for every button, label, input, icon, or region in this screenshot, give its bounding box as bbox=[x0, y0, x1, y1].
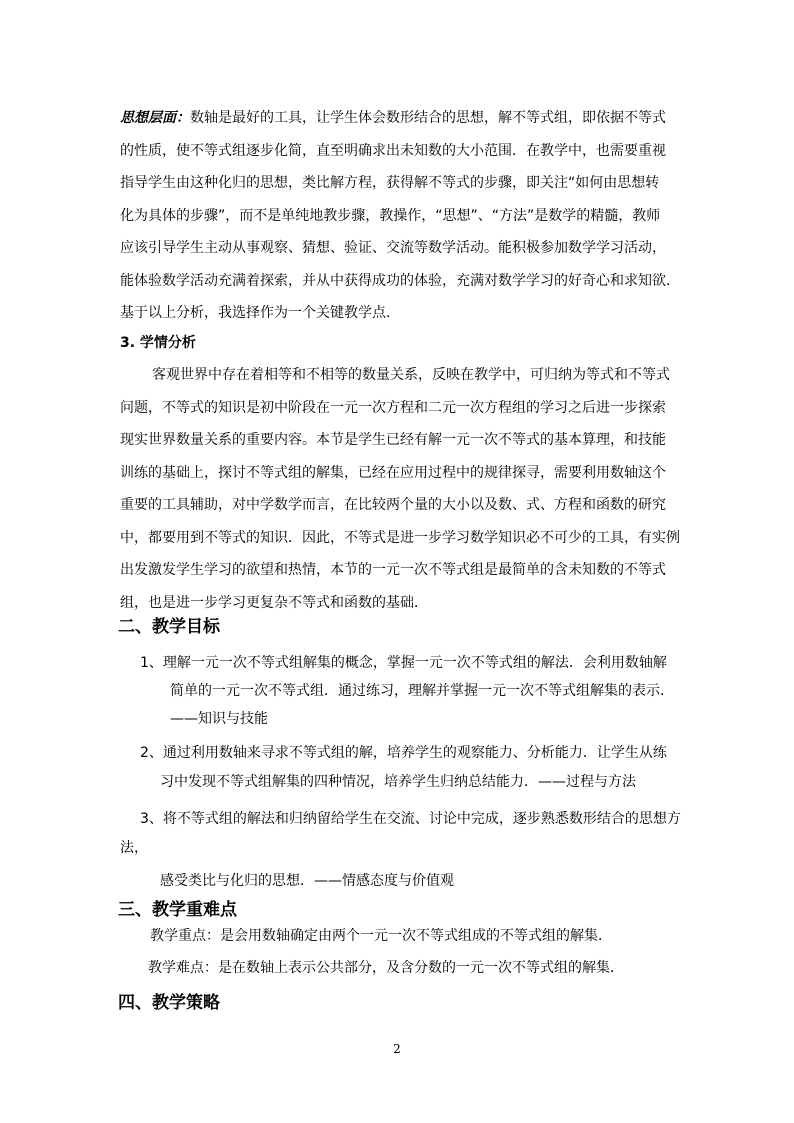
paragraph-line: 训练的基础上，探讨不等式组的解集，已经在应用过程中的规律探寻，需要利用数轴这个 bbox=[120, 464, 666, 481]
goal-item-2-line-2: 习中发现不等式组解集的四种情况，培养学生归纳总结能力．——过程与方法 bbox=[160, 774, 636, 790]
paragraph-line: 出发激发学生学习的欲望和热情，本节的一元一次不等式组是最简单的含未知数的不等式 bbox=[120, 562, 666, 578]
section-heading-learner-analysis: 3. 学情分析 bbox=[120, 335, 196, 351]
paragraph-line: 指导学生由这种化归的思想，类比解方程，获得解不等式的步骤，即关注“如何由思想转 bbox=[120, 175, 660, 191]
paragraph-line: 的性质，使不等式组逐步化简，直至明确求出未知数的大小范围．在教学中，也需要重视 bbox=[120, 142, 666, 159]
goal-item-3-line-3: 感受类比与化归的思想．——情感态度与价值观 bbox=[160, 873, 454, 889]
paragraph-line: 重要的工具辅助，对中学数学而言，在比较两个量的大小以及数、式、方程和函数的研究 bbox=[120, 497, 666, 513]
paragraph-line: 基于以上分析，我选择作为一个关键教学点． bbox=[120, 305, 400, 321]
difficult-point-text: 教学难点：是在数轴上表示公共部分，及含分数的一元一次不等式组的解集． bbox=[148, 960, 624, 976]
paragraph-line: 问题，不等式的知识是初中阶段在一元一次方程和二元一次方程组的学习之后进一步探索 bbox=[120, 399, 666, 416]
paragraph-line: 客观世界中存在着相等和不相等的数量关系，反映在教学中，可归纳为等式和不等式 bbox=[152, 367, 670, 383]
goal-item-1-line-1: 1、理解一元一次不等式组解集的概念，掌握一元一次不等式组的解法．会利用数轴解 bbox=[140, 655, 667, 671]
goal-item-1-line-3: ——知识与技能 bbox=[170, 711, 268, 727]
section-heading-strategy: 四、教学策略 bbox=[118, 993, 220, 1013]
paragraph-line: 现实世界数量关系的重要内容。本节是学生已经有解一元一次不等式的基本算理，和技能 bbox=[120, 432, 666, 448]
goal-item-1-line-2: 简单的一元一次不等式组．通过练习，理解并掌握一元一次不等式组解集的表示． bbox=[170, 683, 674, 699]
thought-paragraph bbox=[120, 102, 680, 330]
goal-item-3-line-1: 3、将不等式组的解法和归纳留给学生在交流、讨论中完成，逐步熟悉数形结合的思想方 bbox=[140, 811, 681, 827]
paragraph-line: 应该引导学生主动从事观察、猜想、验证、交流等数学活动。能积极参加数学学习活动， bbox=[120, 240, 666, 256]
section-heading-key-points: 三、教学重难点 bbox=[118, 900, 237, 920]
paragraph-line: 中，都要用到不等式的知识．因此，不等式是进一步学习数学知识必不可少的工具，有实例 bbox=[120, 529, 680, 546]
paragraph-line: 思想层面：数轴是最好的工具，让学生体会数形结合的思想，解不等式组，即依据不等式 bbox=[120, 110, 666, 126]
goal-item-3-line-2: 法， bbox=[120, 840, 148, 856]
key-point-text: 教学重点：是会用数轴确定由两个一元一次不等式组成的不等式组的解集． bbox=[150, 928, 612, 944]
paragraph-line: 组，也是进一步学习更复杂不等式和函数的基础． bbox=[120, 594, 428, 611]
goal-item-2-line-1: 2、通过利用数轴来寻求不等式组的解，培养学生的观察能力、分析能力．让学生从练 bbox=[140, 745, 667, 761]
paragraph-line: 能体验数学活动充满着探索，并从中获得成功的体验，充满对数学学习的好奇心和求知欲． bbox=[120, 272, 680, 289]
learner-analysis-paragraph bbox=[120, 359, 680, 619]
paragraph-line: 化为具体的步骤”，而不是单纯地教步骤，教操作，“思想”、“方法”是数学的精髓，教师 bbox=[120, 207, 661, 224]
thought-lead-label: 思想层面： bbox=[120, 110, 190, 126]
section-heading-goals: 二、教学目标 bbox=[118, 617, 220, 637]
page-number: 2 bbox=[393, 1042, 401, 1056]
